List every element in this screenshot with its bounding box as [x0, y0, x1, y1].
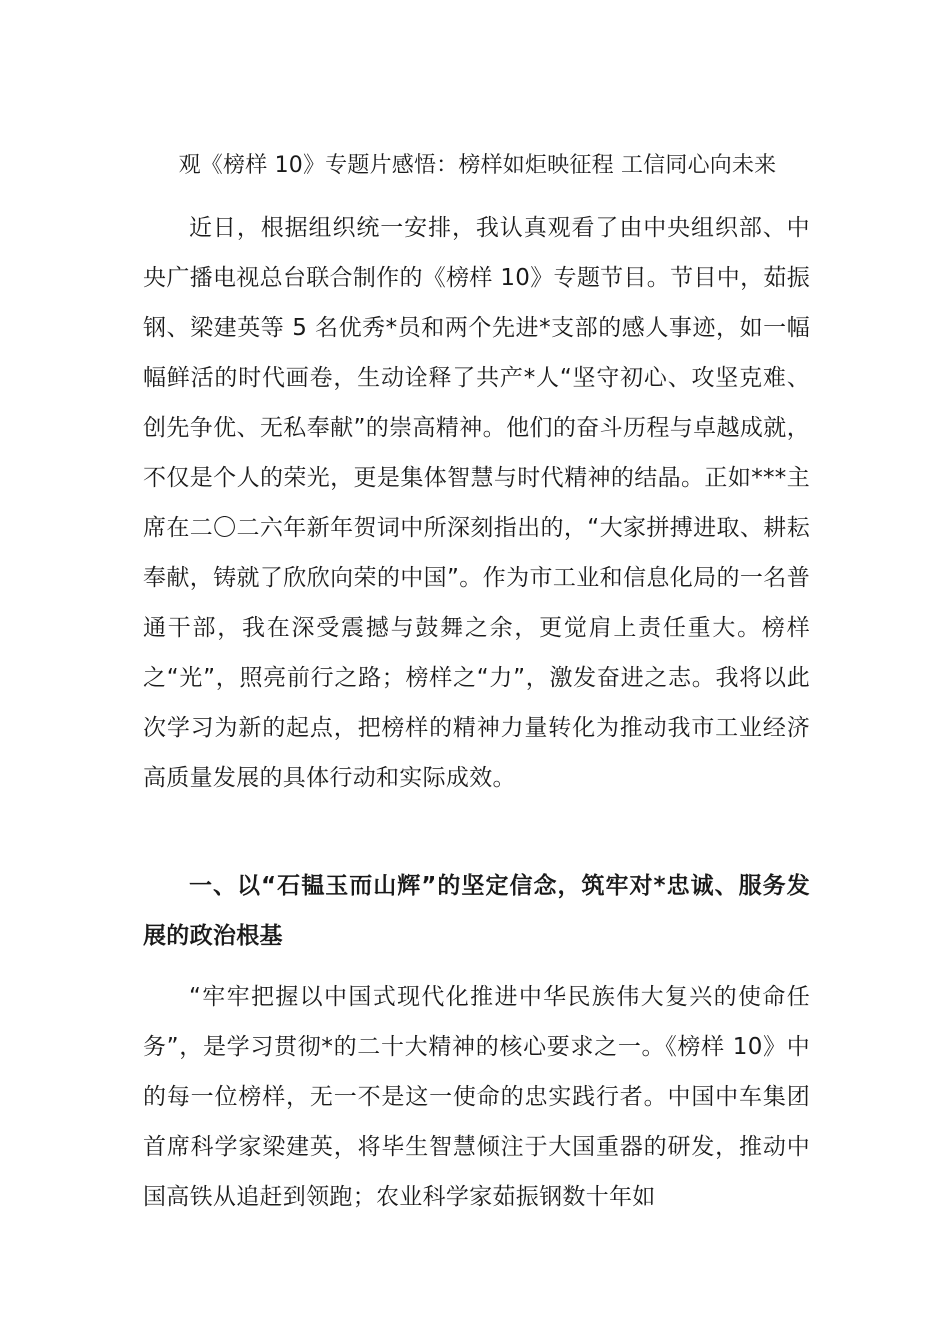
- document-title: 观《榜样 10》专题片感悟：榜样如炬映征程 工信同心向未来: [178, 153, 777, 178]
- body-paragraph-intro: 近日，根据组织统一安排，我认真观看了由中央组织部、中央广播电视总台联合制作的《榜样 10》专题节目。节目中，茹振钢、梁建英等 5 名优秀*员和两个先进*支部的感人事迹，如一幅幅鲜活的时代画卷，生动诠释了共产*人“坚守初心、攻坚克难、创先争优、无私奉献”的崇高精神。他们的奋斗历程与卓越成就，不仅是个人的荣光，更是集体智慧与时代精神的结晶。正如***主席在二〇二六年新年贺词中所深刻指出的，“大家拼搏进取、耕耘奉献，铸就了欣欣向荣的中国”。作为市工业和信息化局的一名普通干部，我在深受震撼与鼓舞之余，更觉肩上责任重大。榜样之“光”，照亮前行之路；榜样之“力”，激发奋进之志。我将以此次学习为新的起点，把榜样的精神力量转化为推动我市工业经济高质量发展的具体行动和实际成效。: [143, 215, 810, 791]
- section-heading-1: 一、以“石韫玉而山辉”的坚定信念，筑牢对*忠诚、服务发展的政治根基: [143, 873, 810, 949]
- body-paragraph-section-1: “牢牢把握以中国式现代化推进中华民族伟大复兴的使命任务”，是学习贯彻*的二十大精神的核心要求之一。《榜样 10》中的每一位榜样，无一不是这一使命的忠实践行者。中国中车集团首席科学家梁建英，将毕生智慧倾注于大国重器的研发，推动中国高铁从追赶到领跑；农业科学家茹振钢数十年如: [143, 984, 810, 1210]
